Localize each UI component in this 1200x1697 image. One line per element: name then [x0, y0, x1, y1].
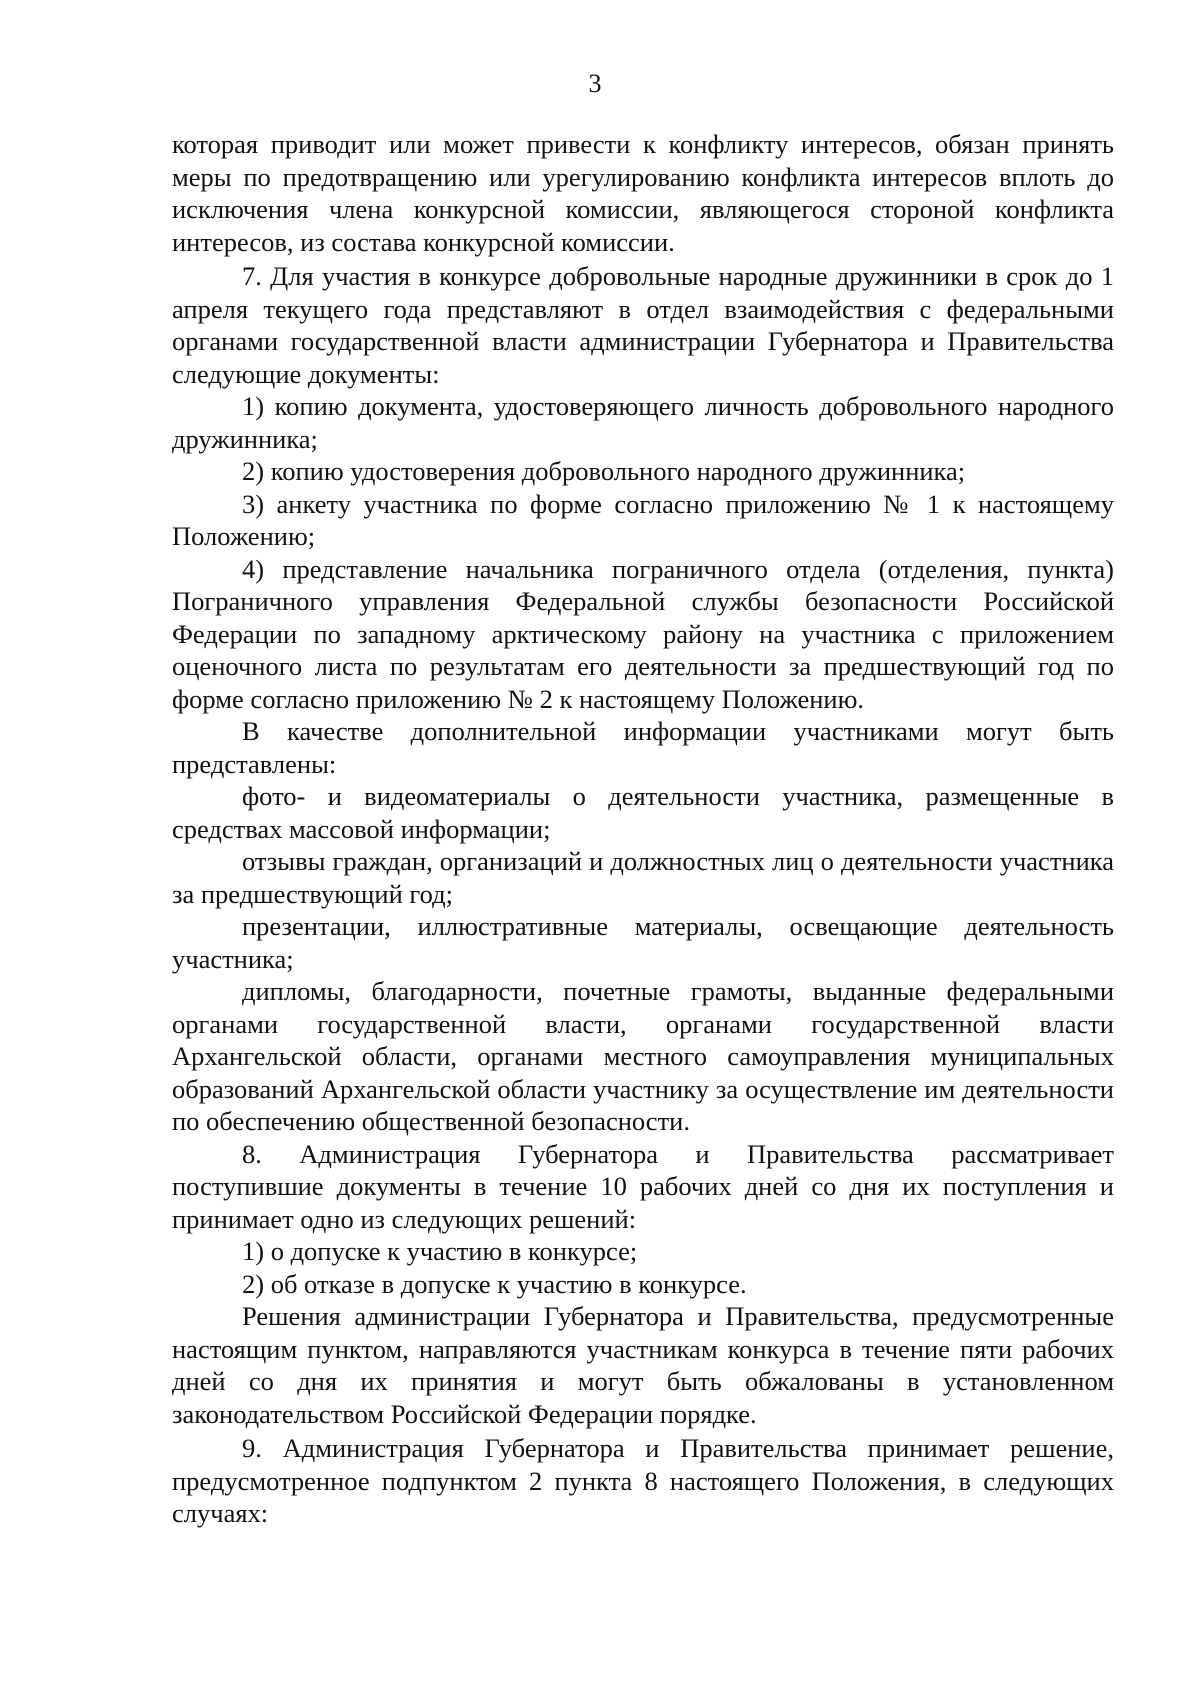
paragraph-item-8: 8. Администрация Губернатора и Правительства рассматривает поступившие документы в течение 10 рабочих дней со дня их поступления и принимает одно из следующих решений:	[172, 1138, 1114, 1234]
page-number: 3	[588, 69, 602, 98]
paragraph-item-7: 7. Для участия в конкурсе добровольные народные дружинники в срок до 1 апреля текущего года представляют в отдел взаимодействия с федеральными органами государственной власти администрации Губернатора и Правительства следующие документы:	[172, 261, 1114, 389]
subitem-7-3: 3) анкету участника по форме согласно приложению № 1 к настоящему Положению;	[172, 488, 1114, 551]
document-body	[172, 128, 1114, 1530]
additional-item-reviews: отзывы граждан, организаций и должностных лиц о деятельности участника за предшествующий год;	[172, 846, 1114, 909]
paragraph-additional-info: В качестве дополнительной информации участниками могут быть представлены:	[172, 716, 1114, 779]
paragraph-continuation: которая приводит или может привести к конфликту интересов, обязан принять меры по предотвращению или урегулированию конфликта интересов вплоть до исключения члена конкурсной комиссии, являющегося стороной конфликта интересов, из состава конкурсной комиссии.	[172, 129, 1114, 257]
paragraph-item-9: 9. Администрация Губернатора и Правительства принимает решение, предусмотренное подпунктом 2 пункта 8 настоящего Положения, в следующих случаях:	[172, 1433, 1114, 1528]
paragraph-decisions: Решения администрации Губернатора и Правительства, предусмотренные настоящим пунктом, направляются участникам конкурса в течение пяти рабочих дней со дня их принятия и могут быть обжалованы в установленном законодательством Российской Федерации порядке.	[172, 1301, 1114, 1429]
subitem-8-2: 2) об отказе в допуске к участию в конкурсе.	[242, 1268, 747, 1299]
subitem-7-4: 4) представление начальника пограничного отдела (отделения, пункта) Пограничного управления Федеральной службы безопасности Российской Федерации по западному арктическому району на участника с приложением оценочного листа по результатам его деятельности за предшествующий год по форме согласно приложению № 2 к настоящему Положению.	[172, 553, 1114, 714]
subitem-8-1: 1) о допуске к участию в конкурсе;	[242, 1236, 638, 1266]
additional-item-photo-video: фото- и видеоматериалы о деятельности участника, размещенные в средствах массовой информации;	[172, 781, 1114, 844]
subitem-7-1: 1) копию документа, удостоверяющего личность добровольного народного дружинника;	[172, 391, 1114, 454]
additional-item-diplomas: дипломы, благодарности, почетные грамоты, выданные федеральными органами государственной власти, органами государственной власти Архангельской области, органами местного самоуправления муниципальных образований Архангельской области участнику за осуществление им деятельности по обеспечению общественной безопасности.	[172, 976, 1114, 1136]
subitem-7-2: 2) копию удостоверения добровольного народного дружинника;	[242, 456, 966, 486]
additional-item-presentations: презентации, иллюстративные материалы, освещающие деятельность участника;	[172, 911, 1114, 974]
